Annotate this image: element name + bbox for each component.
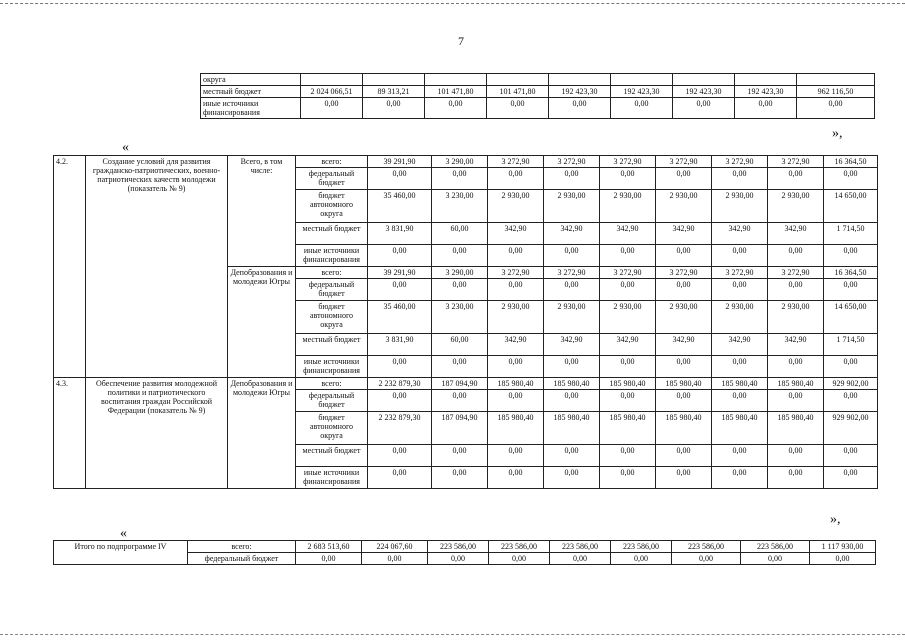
- value-cell: 16 364,50: [824, 267, 878, 279]
- value-cell: 0,00: [363, 98, 425, 119]
- table-row: [54, 156, 878, 168]
- value-cell: 192 423,30: [611, 86, 673, 98]
- value-cell: 0,00: [368, 467, 432, 489]
- value-cell: 2 930,00: [600, 301, 656, 334]
- value-cell: 0,00: [824, 245, 878, 267]
- value-cell: 0,00: [656, 168, 712, 190]
- value-cell: 185 980,40: [768, 378, 824, 390]
- value-cell: 0,00: [368, 168, 432, 190]
- value-cell: [363, 74, 425, 86]
- value-cell: 192 423,30: [735, 86, 797, 98]
- quote-open-2: «: [120, 526, 127, 541]
- value-cell: 39 291,90: [368, 156, 432, 168]
- value-cell: 185 980,40: [768, 412, 824, 445]
- executor-cell: Депобразования и молодежи Югры: [228, 267, 296, 378]
- value-cell: 3 290,00: [432, 156, 488, 168]
- value-cell: 185 980,40: [712, 412, 768, 445]
- value-cell: 0,00: [656, 279, 712, 301]
- table-row: [54, 378, 878, 390]
- source-cell: местный бюджет: [296, 223, 368, 245]
- value-cell: 35 460,00: [368, 190, 432, 223]
- table-row: [201, 86, 875, 98]
- executor-cell: Депобразования и молодежи Югры: [228, 378, 296, 489]
- value-cell: 89 313,21: [363, 86, 425, 98]
- value-cell: 0,00: [432, 168, 488, 190]
- value-cell: 14 650,00: [824, 301, 878, 334]
- value-cell: 0,00: [544, 445, 600, 467]
- source-cell: местный бюджет: [296, 334, 368, 356]
- value-cell: 0,00: [600, 356, 656, 378]
- source-cell: федеральный бюджет: [188, 553, 296, 565]
- value-cell: 0,00: [301, 98, 363, 119]
- scan-edge-top: [0, 0, 905, 4]
- value-cell: 342,90: [712, 334, 768, 356]
- value-cell: 3 272,90: [656, 156, 712, 168]
- value-cell: 342,90: [488, 223, 544, 245]
- value-cell: 0,00: [824, 390, 878, 412]
- value-cell: 223 586,00: [741, 541, 810, 553]
- value-cell: 0,00: [712, 168, 768, 190]
- value-cell: 0,00: [488, 467, 544, 489]
- value-cell: 342,90: [600, 334, 656, 356]
- source-cell: местный бюджет: [201, 86, 301, 98]
- value-cell: 185 980,40: [488, 412, 544, 445]
- budget-table-continued: [200, 73, 875, 119]
- value-cell: 0,00: [368, 279, 432, 301]
- value-cell: 3 272,90: [712, 267, 768, 279]
- value-cell: [425, 74, 487, 86]
- value-cell: 0,00: [368, 390, 432, 412]
- value-cell: 3 272,90: [488, 267, 544, 279]
- value-cell: 0,00: [488, 445, 544, 467]
- value-cell: 0,00: [425, 98, 487, 119]
- value-cell: 929 902,00: [824, 412, 878, 445]
- value-cell: 0,00: [488, 390, 544, 412]
- source-cell: всего:: [296, 267, 368, 279]
- value-cell: 2 930,00: [712, 190, 768, 223]
- value-cell: 187 094,90: [432, 412, 488, 445]
- item-name: Обеспечение развития молодежной политики и патриотического воспитания граждан Российской Федерации (показатель № 9): [86, 378, 228, 489]
- value-cell: 3 272,90: [656, 267, 712, 279]
- value-cell: 342,90: [544, 334, 600, 356]
- source-cell: бюджет автономного округа: [296, 301, 368, 334]
- table-row: [54, 541, 876, 553]
- value-cell: 223 586,00: [428, 541, 489, 553]
- quote-close-1: »,: [832, 126, 843, 141]
- value-cell: 0,00: [712, 356, 768, 378]
- value-cell: 2 930,00: [600, 190, 656, 223]
- budget-table-total: [53, 540, 876, 565]
- value-cell: 0,00: [428, 553, 489, 565]
- value-cell: 0,00: [735, 98, 797, 119]
- value-cell: 185 980,40: [712, 378, 768, 390]
- value-cell: 0,00: [712, 245, 768, 267]
- value-cell: 2 930,00: [488, 301, 544, 334]
- value-cell: 0,00: [712, 445, 768, 467]
- value-cell: 192 423,30: [549, 86, 611, 98]
- value-cell: 0,00: [368, 356, 432, 378]
- value-cell: 0,00: [656, 445, 712, 467]
- source-cell: бюджет автономного округа: [296, 190, 368, 223]
- value-cell: 0,00: [600, 168, 656, 190]
- value-cell: 0,00: [600, 390, 656, 412]
- value-cell: 2 930,00: [712, 301, 768, 334]
- quote-open-1: «: [122, 140, 129, 155]
- value-cell: [673, 74, 735, 86]
- value-cell: 0,00: [768, 168, 824, 190]
- value-cell: 223 586,00: [550, 541, 611, 553]
- item-number: 4.2.: [54, 156, 86, 378]
- value-cell: 929 902,00: [824, 378, 878, 390]
- source-cell: федеральный бюджет: [296, 279, 368, 301]
- value-cell: 0,00: [797, 98, 875, 119]
- value-cell: 192 423,30: [673, 86, 735, 98]
- value-cell: 0,00: [656, 356, 712, 378]
- value-cell: 223 586,00: [489, 541, 550, 553]
- value-cell: 0,00: [296, 553, 362, 565]
- value-cell: 3 831,90: [368, 223, 432, 245]
- value-cell: 3 272,90: [600, 267, 656, 279]
- value-cell: 0,00: [488, 245, 544, 267]
- value-cell: 0,00: [810, 553, 876, 565]
- value-cell: 2 683 513,60: [296, 541, 362, 553]
- value-cell: 2 930,00: [656, 301, 712, 334]
- value-cell: 0,00: [768, 245, 824, 267]
- value-cell: 342,90: [488, 334, 544, 356]
- value-cell: 3 831,90: [368, 334, 432, 356]
- value-cell: 0,00: [600, 279, 656, 301]
- value-cell: 0,00: [544, 467, 600, 489]
- value-cell: 0,00: [768, 467, 824, 489]
- value-cell: 0,00: [656, 245, 712, 267]
- value-cell: 1 714,50: [824, 223, 878, 245]
- value-cell: 962 116,50: [797, 86, 875, 98]
- value-cell: 3 272,90: [544, 267, 600, 279]
- value-cell: 0,00: [544, 168, 600, 190]
- value-cell: 0,00: [768, 356, 824, 378]
- value-cell: 60,00: [432, 334, 488, 356]
- value-cell: [611, 74, 673, 86]
- table-row: [201, 74, 875, 86]
- value-cell: 2 930,00: [488, 190, 544, 223]
- value-cell: 0,00: [432, 245, 488, 267]
- source-cell: местный бюджет: [296, 445, 368, 467]
- value-cell: 0,00: [768, 390, 824, 412]
- value-cell: 224 067,60: [362, 541, 428, 553]
- total-title: Итого по подпрограмме IV: [54, 541, 188, 565]
- value-cell: 3 272,90: [712, 156, 768, 168]
- value-cell: 0,00: [712, 467, 768, 489]
- value-cell: 0,00: [488, 279, 544, 301]
- table-row: [201, 98, 875, 119]
- value-cell: 3 272,90: [544, 156, 600, 168]
- source-cell: иные источники финансирования: [296, 356, 368, 378]
- value-cell: 0,00: [544, 356, 600, 378]
- quote-close-2: »,: [830, 512, 841, 527]
- value-cell: 0,00: [432, 356, 488, 378]
- value-cell: 185 980,40: [656, 412, 712, 445]
- value-cell: 187 094,90: [432, 378, 488, 390]
- value-cell: 0,00: [432, 445, 488, 467]
- source-cell: бюджет автономного округа: [296, 412, 368, 445]
- source-cell: округа: [201, 74, 301, 86]
- value-cell: [735, 74, 797, 86]
- item-number: 4.3.: [54, 378, 86, 489]
- value-cell: 185 980,40: [544, 412, 600, 445]
- source-cell: иные источники финансирования: [296, 245, 368, 267]
- scan-edge-bottom: [0, 634, 905, 635]
- value-cell: 0,00: [489, 553, 550, 565]
- value-cell: 0,00: [550, 553, 611, 565]
- value-cell: 0,00: [544, 390, 600, 412]
- value-cell: 0,00: [600, 245, 656, 267]
- value-cell: 1 714,50: [824, 334, 878, 356]
- value-cell: 0,00: [544, 279, 600, 301]
- executor-cell: Всего, в том числе:: [228, 156, 296, 267]
- value-cell: 0,00: [432, 467, 488, 489]
- value-cell: 0,00: [656, 390, 712, 412]
- value-cell: [487, 74, 549, 86]
- value-cell: 0,00: [824, 168, 878, 190]
- value-cell: 0,00: [368, 245, 432, 267]
- value-cell: 0,00: [432, 390, 488, 412]
- value-cell: 0,00: [368, 445, 432, 467]
- value-cell: 0,00: [487, 98, 549, 119]
- source-cell: всего:: [296, 378, 368, 390]
- value-cell: 0,00: [600, 445, 656, 467]
- value-cell: 0,00: [824, 356, 878, 378]
- value-cell: 3 230,00: [432, 190, 488, 223]
- value-cell: 0,00: [488, 168, 544, 190]
- value-cell: 3 230,00: [432, 301, 488, 334]
- value-cell: 0,00: [672, 553, 741, 565]
- budget-table-main: [53, 155, 878, 489]
- value-cell: 3 272,90: [768, 156, 824, 168]
- value-cell: 2 930,00: [768, 190, 824, 223]
- source-cell: иные источники финансирования: [296, 467, 368, 489]
- value-cell: 2 232 879,30: [368, 378, 432, 390]
- value-cell: 342,90: [768, 223, 824, 245]
- source-cell: федеральный бюджет: [296, 390, 368, 412]
- value-cell: 0,00: [673, 98, 735, 119]
- value-cell: [549, 74, 611, 86]
- value-cell: 0,00: [549, 98, 611, 119]
- value-cell: 2 232 879,30: [368, 412, 432, 445]
- value-cell: 185 980,40: [600, 378, 656, 390]
- value-cell: 0,00: [824, 467, 878, 489]
- value-cell: 1 117 930,00: [810, 541, 876, 553]
- value-cell: 2 930,00: [656, 190, 712, 223]
- value-cell: 0,00: [432, 279, 488, 301]
- value-cell: 2 930,00: [768, 301, 824, 334]
- value-cell: 342,90: [656, 334, 712, 356]
- value-cell: 3 272,90: [768, 267, 824, 279]
- value-cell: 0,00: [768, 279, 824, 301]
- value-cell: 35 460,00: [368, 301, 432, 334]
- value-cell: 2 930,00: [544, 190, 600, 223]
- value-cell: 223 586,00: [672, 541, 741, 553]
- value-cell: 185 980,40: [488, 378, 544, 390]
- value-cell: 0,00: [600, 467, 656, 489]
- value-cell: 0,00: [712, 390, 768, 412]
- value-cell: 342,90: [656, 223, 712, 245]
- source-cell: всего:: [188, 541, 296, 553]
- item-name: Создание условий для развития гражданско-патриотических, военно-патриотических качеств молодежи (показатель № 9): [86, 156, 228, 378]
- value-cell: 0,00: [656, 467, 712, 489]
- page-number: 7: [458, 34, 464, 48]
- value-cell: 3 290,00: [432, 267, 488, 279]
- value-cell: 342,90: [544, 223, 600, 245]
- source-cell: иные источники финансирования: [201, 98, 301, 119]
- value-cell: 0,00: [488, 356, 544, 378]
- value-cell: [301, 74, 363, 86]
- value-cell: [797, 74, 875, 86]
- value-cell: 0,00: [712, 279, 768, 301]
- value-cell: 0,00: [362, 553, 428, 565]
- value-cell: 342,90: [768, 334, 824, 356]
- value-cell: 14 650,00: [824, 190, 878, 223]
- value-cell: 60,00: [432, 223, 488, 245]
- value-cell: 185 980,40: [544, 378, 600, 390]
- value-cell: 0,00: [741, 553, 810, 565]
- value-cell: 16 364,50: [824, 156, 878, 168]
- value-cell: 2 024 066,51: [301, 86, 363, 98]
- value-cell: 185 980,40: [656, 378, 712, 390]
- source-cell: всего:: [296, 156, 368, 168]
- value-cell: 0,00: [824, 279, 878, 301]
- value-cell: 39 291,90: [368, 267, 432, 279]
- value-cell: 342,90: [712, 223, 768, 245]
- source-cell: федеральный бюджет: [296, 168, 368, 190]
- value-cell: 185 980,40: [600, 412, 656, 445]
- value-cell: 101 471,80: [425, 86, 487, 98]
- value-cell: 101 471,80: [487, 86, 549, 98]
- value-cell: 0,00: [611, 553, 672, 565]
- value-cell: 342,90: [600, 223, 656, 245]
- value-cell: 0,00: [768, 445, 824, 467]
- value-cell: 3 272,90: [488, 156, 544, 168]
- value-cell: 223 586,00: [611, 541, 672, 553]
- value-cell: 3 272,90: [600, 156, 656, 168]
- value-cell: 0,00: [824, 445, 878, 467]
- value-cell: 2 930,00: [544, 301, 600, 334]
- value-cell: 0,00: [611, 98, 673, 119]
- value-cell: 0,00: [544, 245, 600, 267]
